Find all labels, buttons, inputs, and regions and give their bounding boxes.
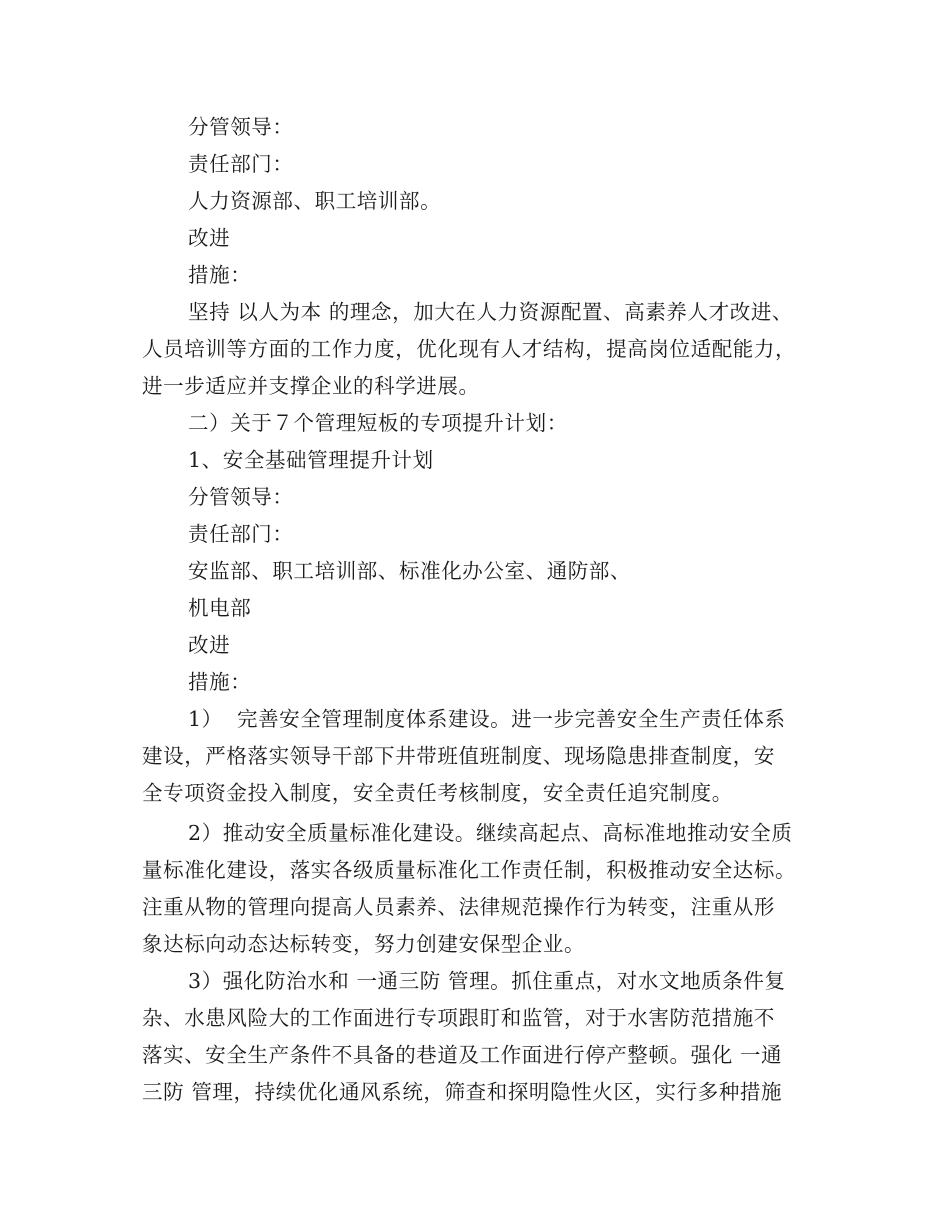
leader-label: 分管领导： [188, 485, 294, 509]
item-3-line: 3）强化防治水和 一通三防 管理。抓住重点，对水文地质条件复 [188, 969, 786, 993]
plan-title: 1、安全基础管理提升计划 [188, 448, 434, 472]
item-1-line: 建设，严格落实领导干部下井带班值班制度、现场隐患排查制度，安 [142, 744, 775, 768]
item-2-line: 量标准化建设，落实各级质量标准化工作责任制，积极推动安全达标。 [142, 858, 797, 882]
item-3-line: 杂、水患风险大的工作面进行专项跟盯和监管，对于水害防范措施不 [142, 1006, 775, 1030]
item-1-line: 全专项资金投入制度，安全责任考核制度，安全责任追究制度。 [142, 781, 733, 805]
measure-label-2: 措施： [188, 670, 252, 694]
leader-label: 分管领导： [188, 115, 294, 139]
item-3-line: 三防 管理，持续优化通风系统，筛查和探明隐性火区，实行多种措施 [142, 1080, 783, 1104]
section-heading: 二）关于７个管理短板的专项提升计划： [188, 411, 568, 435]
dept-value: 安监部、职工培训部、标准化办公室、通防部、 [188, 559, 632, 583]
dept-value: 人力资源部、职工培训部。 [188, 189, 442, 213]
dept-label: 责任部门： [188, 152, 294, 176]
dept-value: 机电部 [188, 596, 252, 620]
paragraph-line: 进一步适应并支撑企业的科学进展。 [142, 374, 480, 398]
measure-label-1: 改进 [188, 633, 231, 657]
dept-label: 责任部门： [188, 522, 294, 546]
measure-label-1: 改进 [188, 226, 231, 250]
item-3-line: 落实、安全生产条件不具备的巷道及工作面进行停产整顿。强化 一通 [142, 1043, 783, 1067]
paragraph-line: 人员培训等方面的工作力度，优化现有人才结构，提高岗位适配能力， [142, 337, 797, 361]
item-1-line: 1） 完善安全管理制度体系建设。进一步完善安全生产责任体系 [188, 707, 786, 731]
item-2-line: 象达标向动态达标转变，努力创建安保型企业。 [142, 932, 586, 956]
measure-label-2: 措施： [188, 263, 252, 287]
paragraph-line: 坚持 以人为本 的理念，加大在人力资源配置、高素养人才改进、 [188, 300, 794, 324]
item-2-line: 2）推动安全质量标准化建设。继续高起点、高标准地推动安全质 [188, 821, 793, 845]
item-2-line: 注重从物的管理向提高人员素养、法律规范操作行为转变，注重从形 [142, 895, 775, 919]
